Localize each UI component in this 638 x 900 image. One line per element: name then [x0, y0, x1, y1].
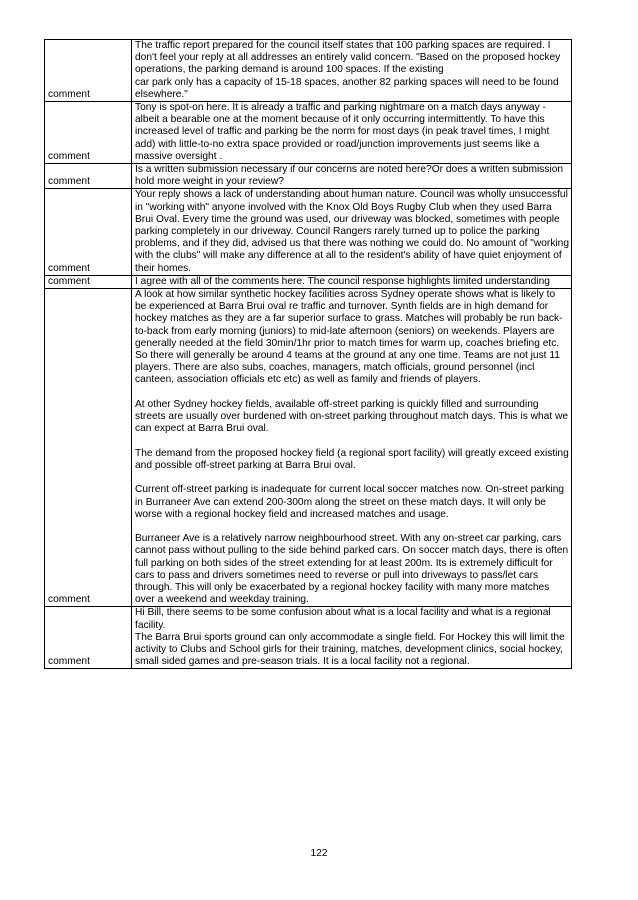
- comments-table: [44, 39, 572, 669]
- comment-text: Your reply shows a lack of understanding about human nature. Council was wholly unsuccessful in "working with" anyone involved with the Knox Old Boys Rugby Club when they used Barra Brui Oval. Every time the ground was used, our driveway was blocked, sometimes with people parking completely in our driveway. Council Rangers rarely turned up to police the parking problems, and if they did, advised us that there was nothing we could do. No amount of "working with the clubs" will make any difference at all to the resident's ability of have quiet enjoyment of their homes.: [132, 189, 572, 275]
- row-type: comment: [45, 102, 132, 164]
- table-row: [45, 607, 572, 669]
- comment-text: Is a written submission necessary if our concerns are noted here?Or does a written submission hold more weight in your review?: [132, 164, 572, 189]
- comment-text: Tony is spot-on here. It is already a traffic and parking nightmare on a match days anyway - albeit a bearable one at the moment because of it only occurring intermittently. To have this increased level of traffic and parking be the norm for most days (in peak travel times, I might add) with little-to-no extra space provided or road/junction improvements just seems like a massive oversight .: [132, 102, 572, 164]
- table-row: [45, 102, 572, 164]
- comment-text: The traffic report prepared for the council itself states that 100 parking spaces are required. I don't feel your reply at all addresses an entirely valid concern. "Based on the proposed hockey operations, the parking demand is around 100 spaces. If the existing car park only has a capacity of 15-18 spaces, another 82 parking spaces will need to be found elsewhere.": [132, 40, 572, 102]
- table-row: [45, 275, 572, 288]
- comment-text: I agree with all of the comments here. The council response highlights limited understanding: [132, 275, 572, 288]
- comment-text: Hi Bill, there seems to be some confusion about what is a local facility and what is a regional facility. The Barra Brui sports ground can only accommodate a single field. For Hockey this will limit the activity to Clubs and School girls for their training, matches, development clinics, social hockey, small sided games and pre-season trials. It is a local facility not a regional.: [132, 607, 572, 669]
- row-type: comment: [45, 607, 132, 669]
- comment-text: A look at how similar synthetic hockey facilities across Sydney operate shows what is likely to be experienced at Barra Brui oval re traffic and turnover. Synth fields are in high demand for hockey matches as they are a far superior surface to grass. Matches will probably be run back-to-back from early morning (juniors) to mid-late afternoon (seniors) on weekends. Players are generally needed at the field 30min/1hr prior to match times for warm up, coaches briefing etc. So there will generally be around 4 teams at the ground at any one time. Teams are not just 11 players. There are also subs, coaches, managers, match officials, ground personnel (incl canteen, association officials etc etc) as well as family and friends of players. At other Sydney hockey fields, available off-street parking is quickly filled and surrounding streets are usually over burdened with on-street parking throughout match days. This is what we can expect at Barra Brui oval. The demand from the proposed hockey field (a regional sport facility) will greatly exceed existing and possible off-street parking at Barra Brui oval. Current off-street parking is inadequate for current local soccer matches now. On-street parking in Burraneer Ave can extend 200-300m along the street on these match days. It will only be worse with a regional hockey field and increased matches and usage. Burraneer Ave is a relatively narrow neighbourhood street. With any on-street car parking, cars cannot pass without pulling to the side behind parked cars. On soccer match days, there is often full parking on both sides of the street extending for at least 200m. Its is extremely difficult for cars to pass and drivers sometimes need to reverse or pull into driveways to pass/let cars through. This will only be exacerbated by a regional hockey facility with many more matches over a weekend and weekday training.: [132, 289, 572, 607]
- table-row: [45, 289, 572, 607]
- row-type: comment: [45, 164, 132, 189]
- row-type: comment: [45, 289, 132, 607]
- table-row: [45, 189, 572, 275]
- row-type: comment: [45, 275, 132, 288]
- page-number: 122: [310, 848, 328, 859]
- row-type: comment: [45, 40, 132, 102]
- row-type: comment: [45, 189, 132, 275]
- table-row: [45, 164, 572, 189]
- table-row: [45, 40, 572, 102]
